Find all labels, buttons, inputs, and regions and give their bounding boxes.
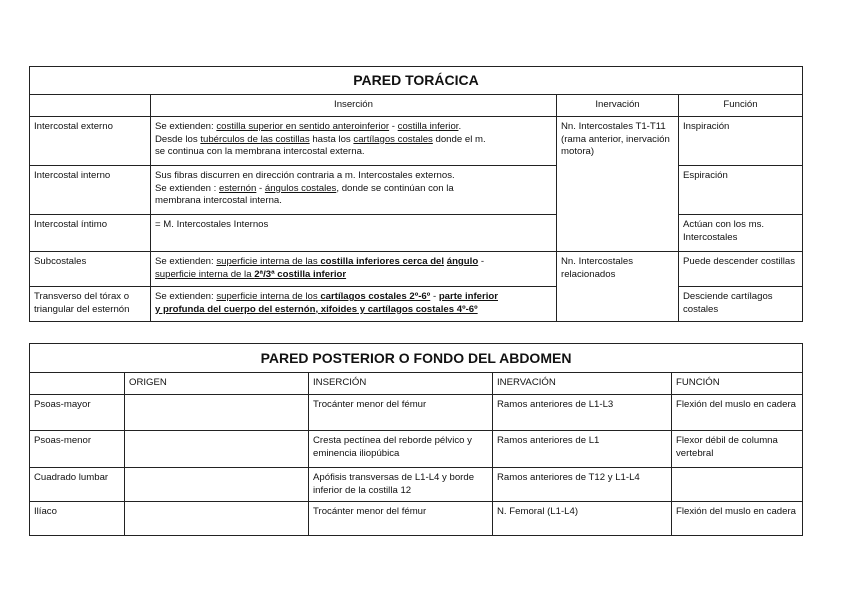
- text-line: [155, 183, 552, 196]
- text-segment: Se extienden :: [155, 182, 220, 194]
- thoracic-wall-table: [29, 66, 803, 322]
- text-segment: costilla inferior: [397, 121, 459, 132]
- insertion-cell: Trocánter menor del fémur: [309, 502, 493, 536]
- text-segment: costilla inferiores cerca del: [320, 256, 445, 267]
- function-cell: Desciende cartílagos costales: [679, 287, 803, 322]
- muscle-name: Subcostales: [30, 252, 151, 287]
- table-row: [30, 215, 803, 252]
- header-insertion: Inserción: [151, 95, 557, 117]
- function-cell: Flexión del muslo en cadera: [672, 502, 803, 536]
- function-cell: Flexión del muslo en cadera: [672, 395, 803, 431]
- function-cell: [672, 468, 803, 502]
- text-segment: y profunda del cuerpo del esternón, xifoides y cartílagos costales 4º-6º: [155, 303, 478, 315]
- text-segment: ángulos costales: [264, 182, 337, 194]
- innervation-cell: Nn. Intercostales relacionados: [557, 252, 679, 322]
- text-segment: tubérculos de las costillas: [200, 133, 310, 145]
- text-segment: Se extienden:: [155, 291, 217, 302]
- text-segment: superficie interna de los: [216, 291, 321, 302]
- function-cell: Actúan con los ms. Intercostales: [679, 215, 803, 252]
- text-segment: parte inferior: [438, 291, 498, 302]
- posterior-wall-title: PARED POSTERIOR O FONDO DEL ABDOMEN: [30, 344, 803, 373]
- innervation-cell: Ramos anteriores de L1: [493, 431, 672, 468]
- header-empty: [30, 373, 125, 395]
- function-cell: Flexor débil de columna vertebral: [672, 431, 803, 468]
- text-segment: superficie interna de las: [216, 256, 321, 267]
- text-segment: Se extienden:: [155, 256, 217, 267]
- text-segment: costilla superior en sentido anteroinferior: [216, 121, 390, 132]
- header-innervation: Inervación: [557, 95, 679, 117]
- text-segment: cartílagos costales 2º-6º: [320, 291, 431, 302]
- text-line: [155, 170, 552, 183]
- muscle-name: Ilíaco: [30, 502, 125, 536]
- text-line: [155, 219, 552, 232]
- origin-cell: [125, 431, 309, 468]
- header-innervation: INERVACIÓN: [493, 373, 672, 395]
- table-row: [30, 252, 803, 287]
- function-cell: Puede descender costillas: [679, 252, 803, 287]
- innervation-cell: Nn. Intercostales T1-T11 (rama anterior, inervación motora): [557, 117, 679, 252]
- muscle-name: Psoas-mayor: [30, 395, 125, 431]
- text-line: [155, 121, 552, 134]
- text-segment: superficie interna de la: [155, 268, 255, 280]
- text-segment: cartílagos costales: [353, 133, 433, 145]
- text-segment: se continua con la membrana intercostal externa.: [155, 146, 365, 158]
- text-segment: -: [389, 121, 398, 132]
- text-segment: esternón: [219, 182, 257, 194]
- insertion-cell: [151, 117, 557, 166]
- insertion-cell: [151, 287, 557, 322]
- origin-cell: [125, 502, 309, 536]
- insertion-cell: Apófisis transversas de L1-L4 y borde inferior de la costilla 12: [309, 468, 493, 502]
- insertion-cell: [151, 252, 557, 287]
- origin-cell: [125, 468, 309, 502]
- header-origin: ORIGEN: [125, 373, 309, 395]
- innervation-cell: N. Femoral (L1-L4): [493, 502, 672, 536]
- innervation-cell: Ramos anteriores de T12 y L1-L4: [493, 468, 672, 502]
- text-segment: -: [256, 182, 265, 194]
- insertion-cell: [151, 215, 557, 252]
- function-cell: Espiración: [679, 166, 803, 215]
- text-segment: .: [458, 121, 462, 132]
- text-segment: -: [430, 291, 439, 302]
- text-segment: Desde los: [155, 133, 201, 145]
- table-row: [30, 468, 803, 502]
- muscle-name: Intercostal externo: [30, 117, 151, 166]
- posterior-abdominal-wall-table: [29, 343, 803, 536]
- header-function: FUNCIÓN: [672, 373, 803, 395]
- text-segment: hasta los: [309, 133, 354, 145]
- text-line: [155, 269, 552, 282]
- innervation-cell: Ramos anteriores de L1-L3: [493, 395, 672, 431]
- muscle-name: Transverso del tórax o triangular del esternón: [30, 287, 151, 322]
- text-line: [155, 134, 552, 147]
- text-segment: -: [478, 256, 485, 267]
- table-row: [30, 395, 803, 431]
- text-segment: ángulo: [446, 256, 479, 267]
- insertion-cell: [151, 166, 557, 215]
- text-line: [155, 195, 552, 208]
- text-segment: , donde se continúan con la: [336, 182, 454, 194]
- header-function: Función: [679, 95, 803, 117]
- text-segment: = M. Intercostales Internos: [155, 219, 269, 230]
- muscle-name: Psoas-menor: [30, 431, 125, 468]
- insertion-cell: Cresta pectínea del reborde pélvico y eminencia iliopúbica: [309, 431, 493, 468]
- header-insertion: INSERCIÓN: [309, 373, 493, 395]
- origin-cell: [125, 395, 309, 431]
- insertion-cell: Trocánter menor del fémur: [309, 395, 493, 431]
- table-row: [30, 287, 803, 322]
- text-segment: membrana intercostal interna.: [155, 195, 282, 207]
- muscle-name: Intercostal interno: [30, 166, 151, 215]
- table-row: [30, 502, 803, 536]
- muscle-name: Cuadrado lumbar: [30, 468, 125, 502]
- thoracic-wall-title: PARED TORÁCICA: [30, 67, 803, 95]
- text-segment: Se extienden:: [155, 121, 217, 132]
- table-row: [30, 117, 803, 166]
- text-line: [155, 291, 552, 304]
- table-row: [30, 431, 803, 468]
- text-segment: donde el m.: [432, 133, 486, 145]
- header-empty: [30, 95, 151, 117]
- text-line: [155, 304, 552, 317]
- table-row: [30, 166, 803, 215]
- muscle-name: Intercostal íntimo: [30, 215, 151, 252]
- text-line: [155, 146, 552, 159]
- function-cell: Inspiración: [679, 117, 803, 166]
- text-line: [155, 256, 552, 269]
- text-segment: 2ª/3ª costilla inferior: [254, 268, 347, 280]
- text-segment: Sus fibras discurren en dirección contraria a m. Intercostales externos.: [155, 170, 455, 181]
